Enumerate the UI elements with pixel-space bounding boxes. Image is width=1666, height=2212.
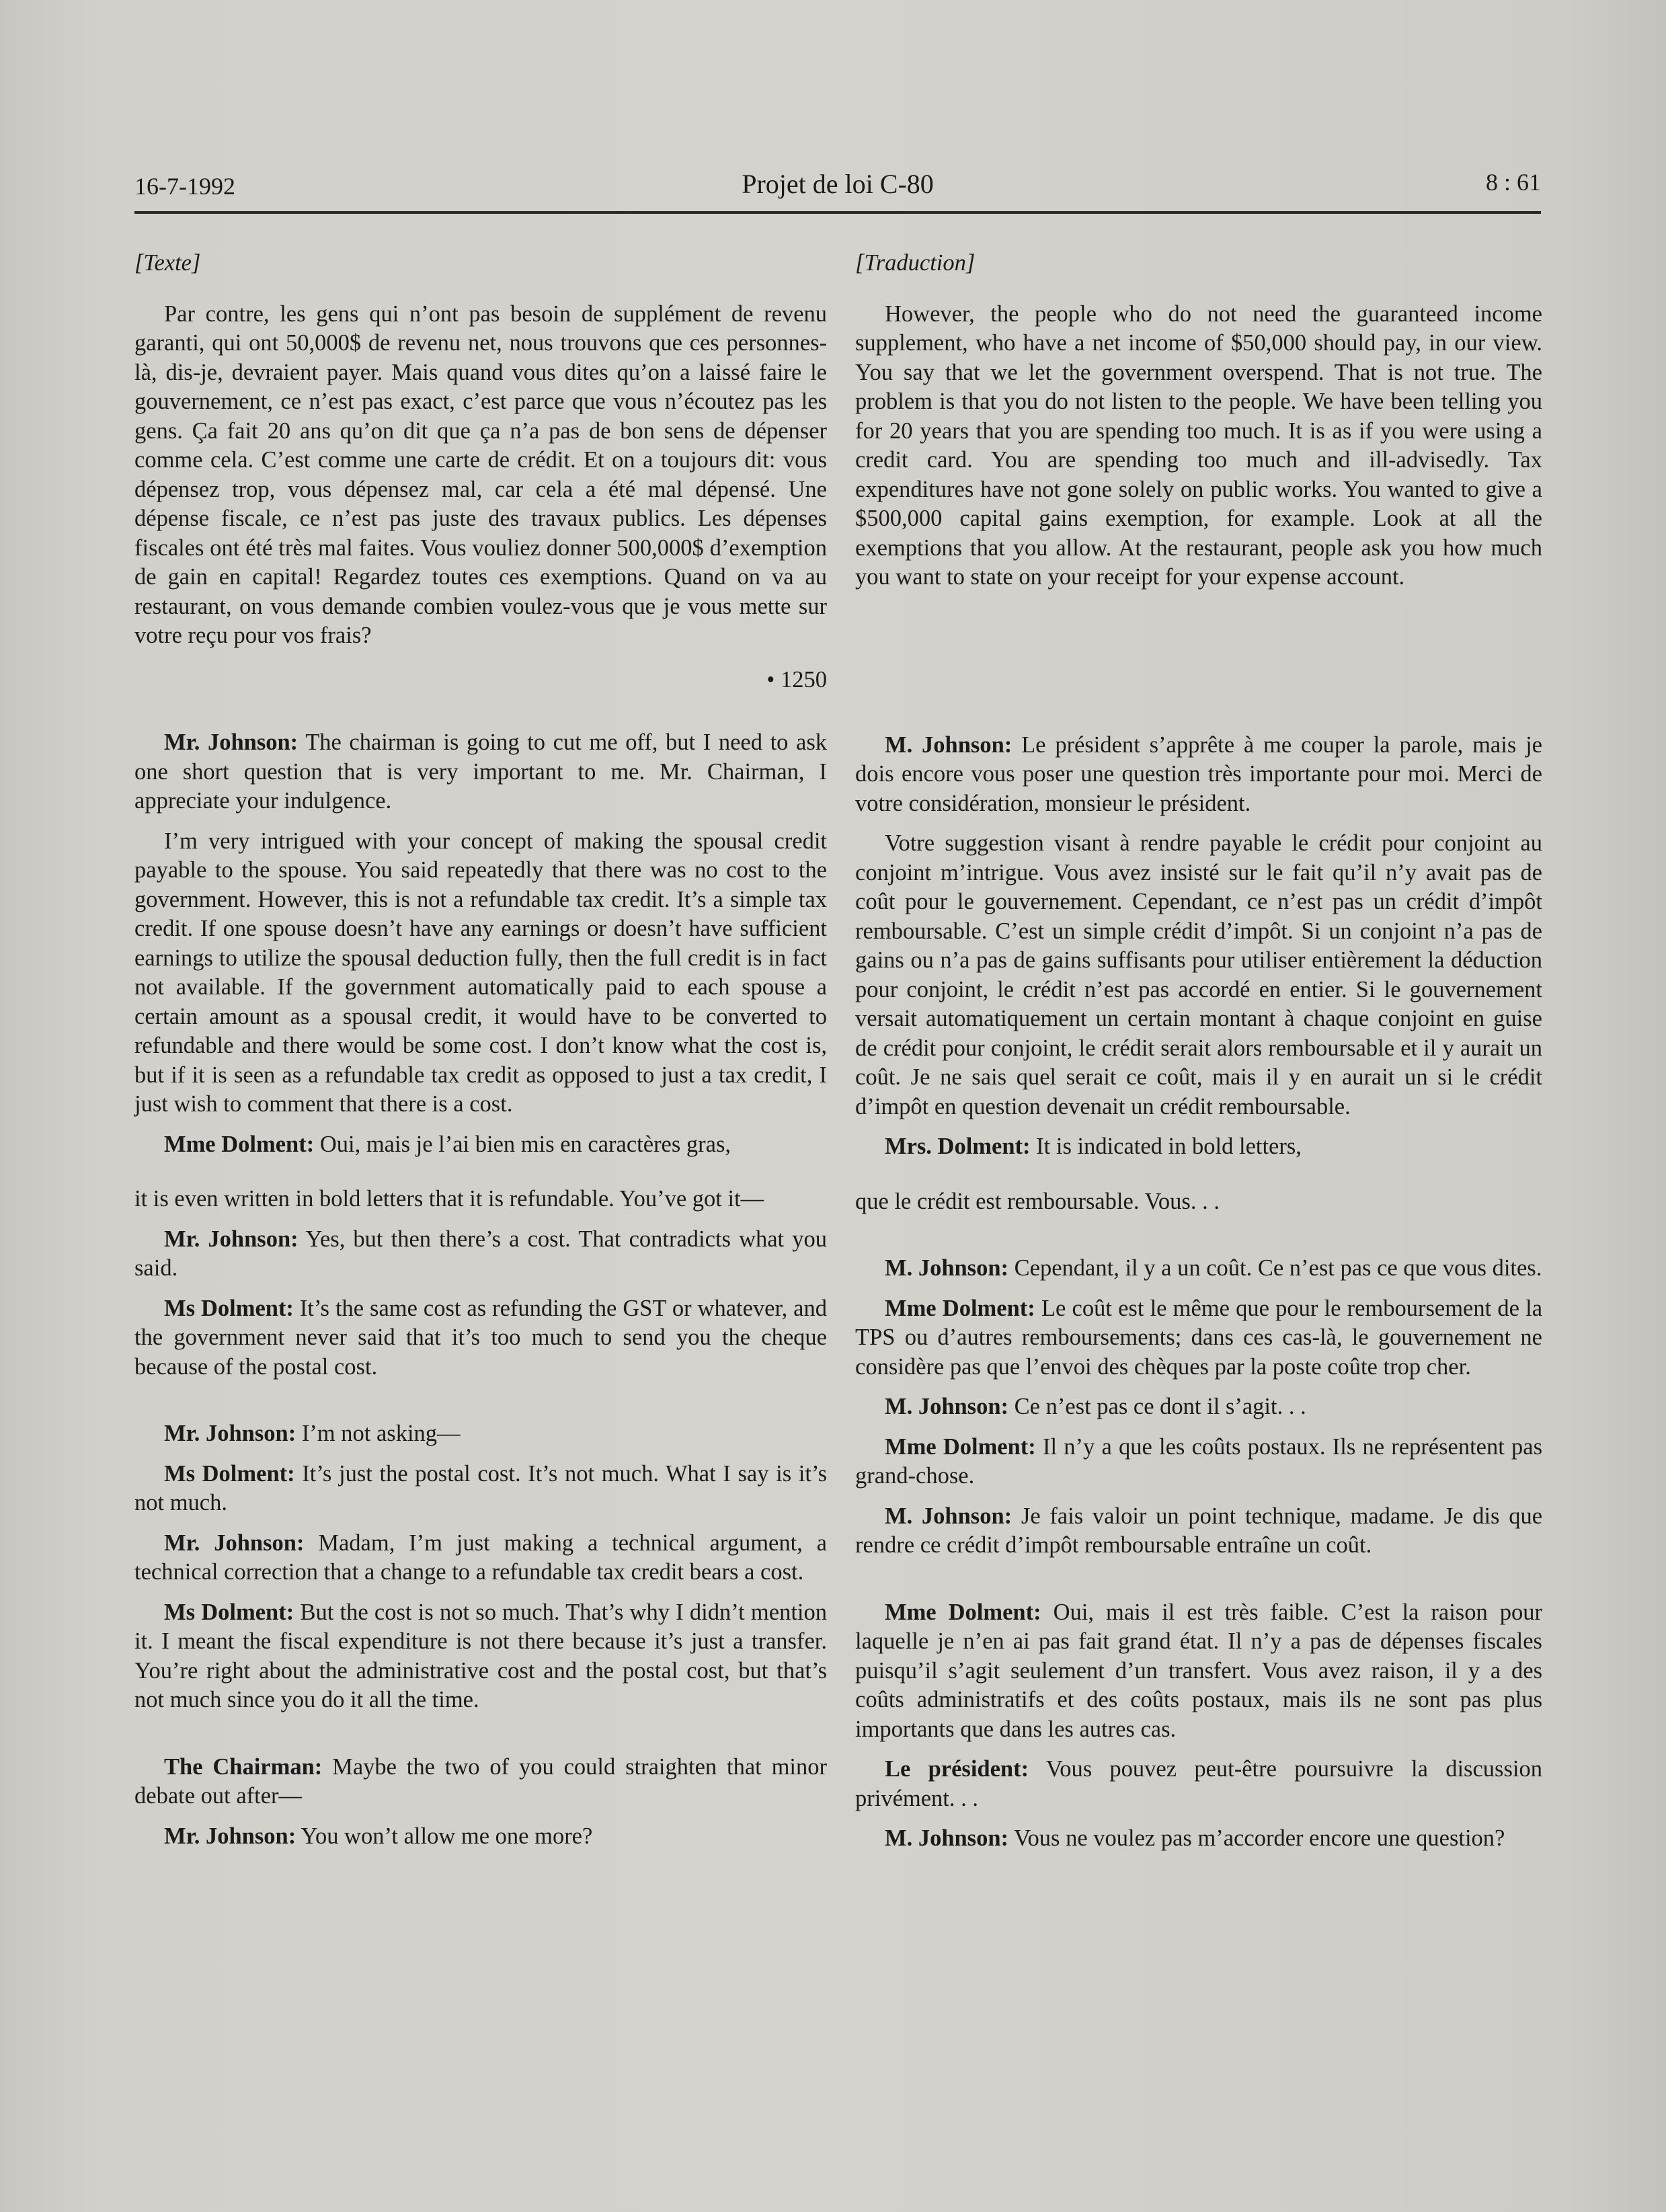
speech	[855, 1502, 1542, 1561]
header-page-number: 8 : 61	[1485, 169, 1541, 196]
speech-text: Maybe the two of you could straighten that minor debate out after—	[134, 1753, 827, 1809]
speech	[855, 731, 1542, 819]
speech	[134, 1598, 827, 1715]
speech-text: Oui, mais il est très faible. C’est la raison pour laquelle je n’en ai pas fait grand état. Il n’y a pas de dépenses fiscales puisqu’il s’agit seulement d’un transfert. Vous avez raison, il y a des coûts administratifs et des coûts postaux, mais ils ne sont pas plus importants que dans les autres cas.	[855, 1599, 1542, 1742]
speaker-name: M. Johnson:	[885, 1503, 1013, 1529]
paragraph: it is even written in bold letters that it is refundable. You’ve got it—	[134, 1186, 764, 1212]
paragraph: However, the people who do not need the guaranteed income supplement, who have a net income of $50,000 should pay, in our view. You say that we let the government overspend. That is not true. The problem is that you do not listen to the people. We have been telling you for 20 years that you are spending too much. It is as if you were using a credit card. You are spending too much and ill-advisedly. Tax expenditures have not gone solely on public works. You wanted to give a $500,000 capital gains exemption, for example. Look at all the exemptions that you allow. At the restaurant, people ask you how much you want to state on your receipt for your expense account.	[855, 301, 1542, 590]
speech-text: Madam, I’m just making a technical argument, a technical correction that a change to a refundable tax credit bears a cost.	[134, 1530, 827, 1585]
speaker-name: Mr. Johnson:	[164, 1823, 296, 1849]
speech	[134, 728, 827, 816]
speaker-name: Mr. Johnson:	[164, 1226, 299, 1252]
speech-text: Yes, but then there’s a cost. That contradicts what you said.	[134, 1226, 827, 1281]
speech	[134, 1529, 827, 1587]
speech-text: Je fais valoir un point technique, madame. Je dis que rendre ce crédit d’impôt remboursable entraîne un coût.	[855, 1503, 1543, 1558]
speech-text: Ce n’est pas ce dont il s’agit. . .	[1014, 1394, 1306, 1419]
speaker-name: Mrs. Dolment:	[885, 1134, 1031, 1159]
speaker-name: The Chairman:	[164, 1753, 323, 1780]
speech-text: Vous ne voulez pas m’accorder encore une question?	[1014, 1825, 1505, 1851]
speaker-name: Mme Dolment:	[164, 1131, 315, 1157]
language-tag: [Traduction]	[855, 250, 976, 276]
speaker-name: M. Johnson:	[885, 1255, 1009, 1281]
speech	[855, 1132, 1542, 1162]
speech-text: It is indicated in bold letters,	[1036, 1134, 1302, 1159]
speech	[134, 1294, 827, 1382]
speaker-name: M. Johnson:	[885, 1825, 1009, 1851]
page-header	[134, 168, 1541, 214]
speaker-name: Mr. Johnson:	[164, 1421, 296, 1446]
speaker-name: Ms Dolment:	[164, 1460, 295, 1487]
speech	[855, 1755, 1542, 1813]
speech-text: It’s the same cost as refunding the GST or whatever, and the government never said that it’s too much to send you the cheque because of the postal cost.	[134, 1295, 827, 1380]
speech-text: Oui, mais je l’ai bien mis en caractères gras,	[319, 1131, 731, 1157]
paragraph: que le crédit est remboursable. Vous. . .	[855, 1188, 1220, 1214]
speech-text: But the cost is not so much. That’s why I didn’t mention it. I meant the fiscal expenditure is not there because it’s just a transfer. You’re right about the administrative cost and the postal cost, but that’s not much since you do it all the time.	[134, 1599, 827, 1712]
speaker-name: Mr. Johnson:	[164, 1530, 305, 1556]
speech-text: Cependant, il y a un coût. Ce n’est pas ce que vous dites.	[1014, 1255, 1542, 1281]
speech	[134, 1130, 827, 1160]
speech	[134, 1460, 827, 1518]
speech	[855, 1824, 1542, 1854]
speech-text: The chairman is going to cut me off, but I need to ask one short question that is very important to me. Mr. Chairman, I appreciate your indulgence.	[134, 729, 828, 814]
speech	[134, 1822, 827, 1852]
right-column	[855, 249, 1542, 1864]
header-title: Projet de loi C-80	[742, 169, 934, 199]
speech-text: Il n’y a que les coûts postaux. Ils ne représentent pas grand-chose.	[855, 1433, 1542, 1489]
speaker-name: Mme Dolment:	[885, 1599, 1041, 1625]
speaker-name: Ms Dolment:	[164, 1295, 294, 1321]
speaker-name: Le président:	[885, 1756, 1029, 1782]
speech-text: I’m not asking—	[301, 1421, 461, 1446]
paragraph: Par contre, les gens qui n’ont pas besoin de supplément de revenu garanti, qui ont 50,000$ de revenu net, nous trouvons que ces personnes-là, dis-je, devraient payer. Mais quand vous dites qu’on a laissé faire le gouvernement, ce n’est pas exact, c’est parce que vous n’écoutez pas les gens. Ça fait 20 ans qu’on dit que ça n’a pas de bon sens de dépenser comme cela. C’est comme une carte de crédit. Et on a toujours dit: vous dépensez trop, vous dépensez mal, car cela a été mal dépensé. Une dépense fiscale, ce n’est pas juste des travaux publics. Les dépenses fiscales ont été très mal faites. Vous vouliez donner 500,000$ d’exemption de gain en capital! Regardez toutes ces exemptions. Quand on va au restaurant, on vous demande combien voulez-vous que je vous mette sur votre reçu pour vos frais?	[134, 301, 827, 648]
speech	[134, 1225, 827, 1283]
paragraph: Votre suggestion visant à rendre payable le crédit pour conjoint au conjoint m’intrigue. Vous avez insisté sur le fait qu’il n’y avait pas de coût pour le gouvernement. Cependant, ce n’est pas un crédit d’impôt remboursable. C’est un simple crédit d’impôt. Si un conjoint n’a pas de gains ou n’a pas de gains suffisants pour utiliser entièrement la déduction pour conjoint, le crédit n’est pas accordé en entier. Si le gouvernement versait automatiquement un certain montant à chaque conjoint en guise de crédit pour conjoint, le crédit serait alors remboursable et il y aurait un coût. Je ne sais quel serait ce coût, mais il y en aurait un si le crédit d’impôt en question devenait un crédit remboursable.	[855, 830, 1542, 1119]
speech	[855, 1294, 1542, 1382]
language-tag: [Texte]	[134, 250, 201, 276]
speech	[855, 1392, 1542, 1422]
speech	[855, 1598, 1542, 1745]
speaker-name: Mme Dolment:	[885, 1295, 1035, 1321]
speech	[134, 1753, 827, 1811]
time-marker: • 1250	[766, 666, 827, 693]
speech-text: You won’t allow me one more?	[301, 1823, 593, 1849]
speaker-name: M. Johnson:	[885, 1394, 1009, 1419]
speaker-name: Mr. Johnson:	[164, 729, 299, 755]
left-column	[134, 249, 827, 1862]
header-date: 16-7-1992	[134, 173, 235, 200]
speaker-name: Mme Dolment:	[885, 1433, 1036, 1460]
speech	[855, 1433, 1542, 1491]
speech	[855, 1254, 1542, 1283]
speech-text: Le coût est le même que pour le remboursement de la TPS ou d’autres remboursements; dans ces cas-là, le gouvernement ne considère pas que l’envoi des chèques par la poste coûte trop cher.	[855, 1295, 1543, 1380]
speech-text: Vous pouvez peut-être poursuivre la discussion privément. . .	[855, 1756, 1542, 1811]
paragraph: I’m very intrigued with your concept of making the spousal credit payable to the spouse. You said repeatedly that there was no cost to the government. However, this is not a refundable tax credit. It’s a simple tax credit. If one spouse doesn’t have any earnings or doesn’t have sufficient earnings to utilize the spousal deduction fully, then the full credit is in fact not available. If the government automatically paid to each spouse a certain amount as a spousal credit, it would have to be converted to refundable and there would be some cost. I don’t know what the cost is, but if it is seen as a refundable tax credit as opposed to just a tax credit, I just wish to comment that there is a cost.	[134, 828, 827, 1117]
speaker-name: Ms Dolment:	[164, 1599, 294, 1625]
speech-text: Le président s’apprête à me couper la parole, mais je dois encore vous poser une question très importante pour moi. Merci de votre considération, monsieur le président.	[855, 732, 1542, 816]
speaker-name: M. Johnson:	[885, 732, 1013, 758]
speech-text: It’s just the postal cost. It’s not much. What I say is it’s not much.	[134, 1460, 827, 1515]
speech	[134, 1419, 827, 1449]
